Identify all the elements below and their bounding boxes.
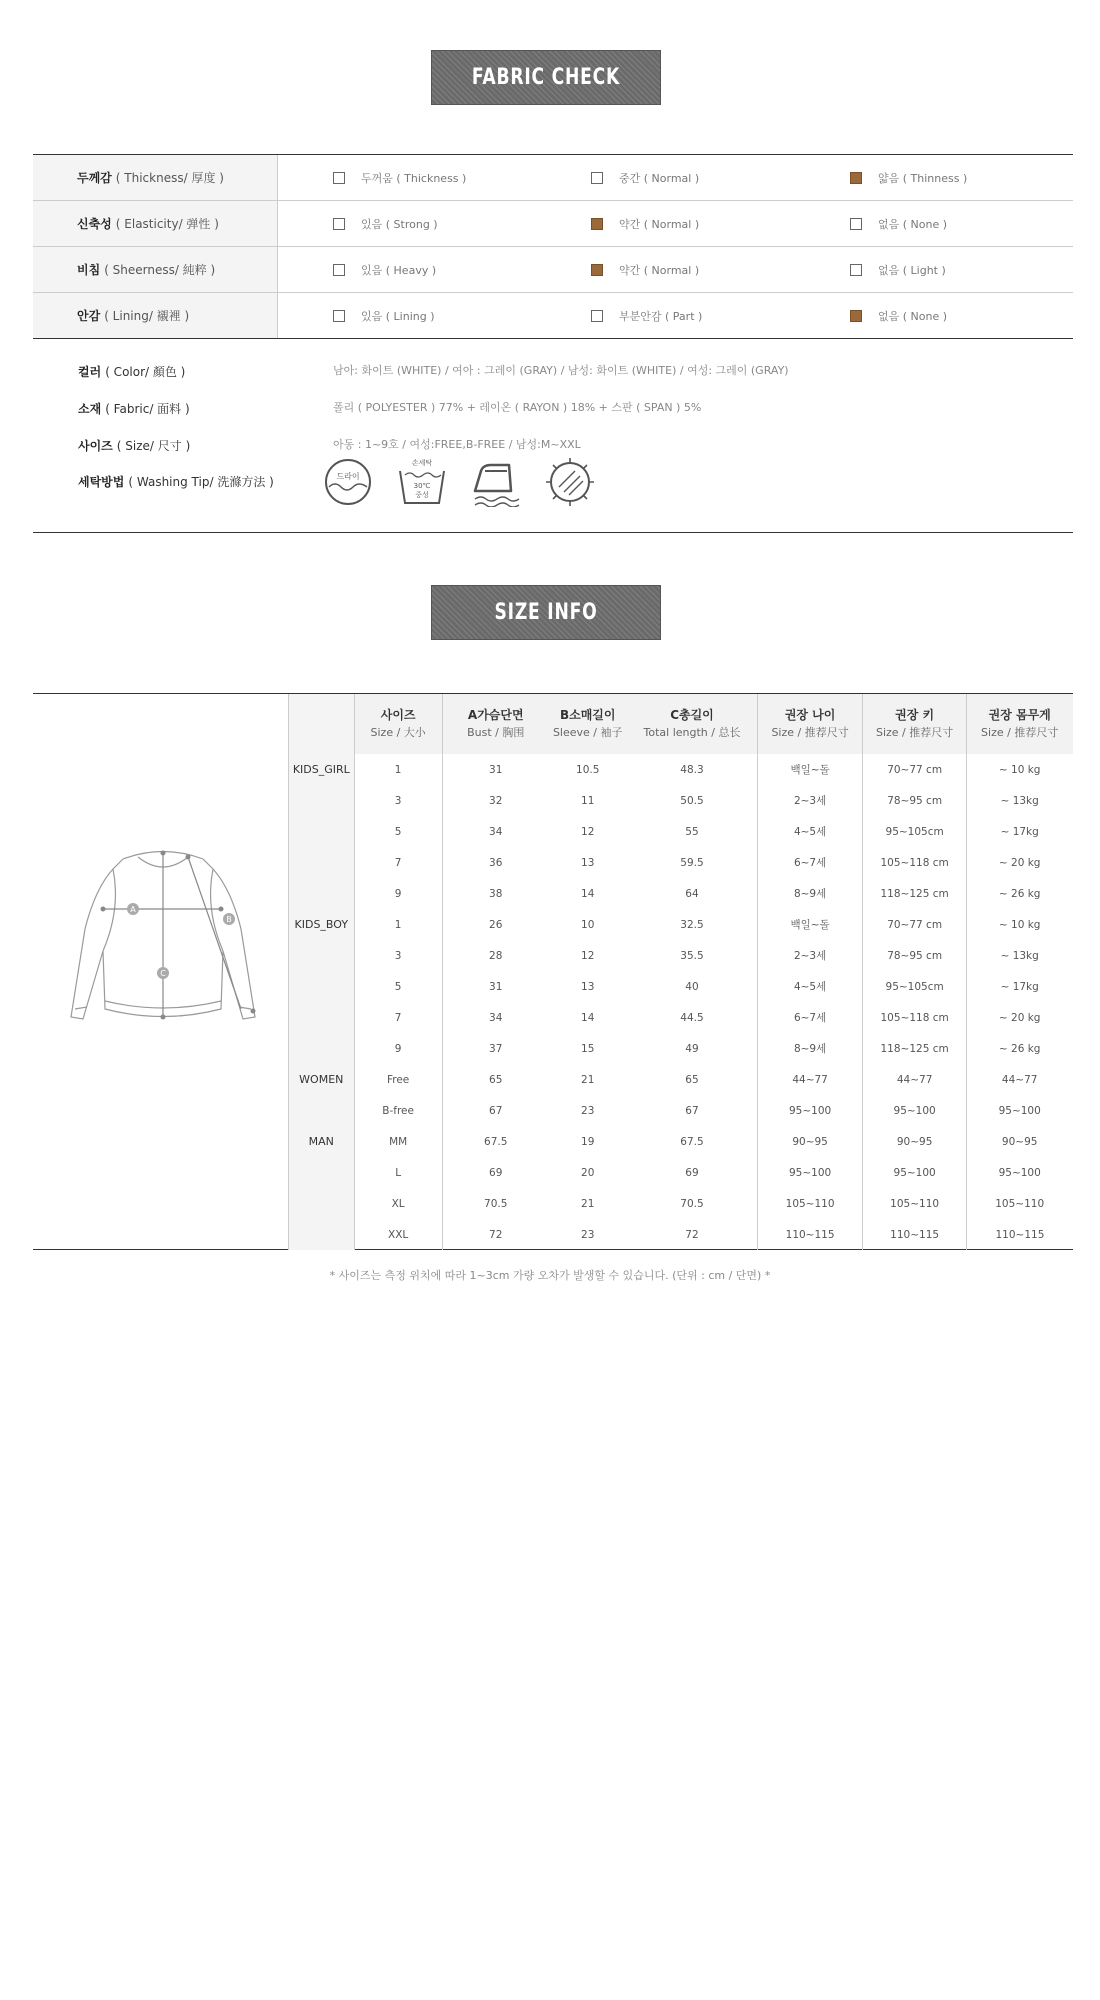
- size-cell: 21: [581, 1197, 595, 1210]
- size-info-banner: [431, 585, 661, 640]
- size-cell: 44~77: [758, 1064, 863, 1095]
- size-cell: ~ 20 kg: [998, 856, 1041, 869]
- fabric-row-label: [33, 247, 278, 292]
- size-header-en: Sleeve / 袖子: [552, 726, 623, 739]
- size-header-en: Total length / 总长: [643, 726, 741, 739]
- size-cell: 90~95: [862, 1126, 967, 1157]
- size-cell: 49: [627, 1033, 758, 1064]
- fabric-row: [33, 247, 1073, 293]
- fabric-row-label-sub: ( Sheerness/ 純粹 ): [104, 263, 216, 277]
- size-cell: ~ 13kg: [1000, 949, 1039, 962]
- size-cell: 70.5: [627, 1188, 758, 1219]
- fabric-option: [333, 247, 436, 293]
- fabric-option: [850, 293, 947, 339]
- size-cell: 105~118 cm: [862, 1002, 967, 1033]
- size-value: 아동 : 1~9호 / 여성:FREE,B-FREE / 남성:M~XXL: [333, 438, 581, 451]
- size-cell: 65: [489, 1073, 503, 1086]
- fabric-row-label-ko: 안감: [77, 309, 101, 323]
- size-header-ko: C총길이: [670, 708, 714, 722]
- size-cell: 105~110: [995, 1197, 1045, 1210]
- fabric-row-label-sub: ( Elasticity/ 弹性 ): [115, 217, 219, 231]
- fabric-value: 폴리 ( POLYESTER ) 77% + 레이온 ( RAYON ) 18% + 스판 ( SPAN ) 5%: [333, 401, 702, 414]
- table-row: [289, 1033, 1073, 1064]
- size-header-ko: 사이즈: [380, 708, 416, 722]
- size-cell: 3: [354, 785, 442, 816]
- size-cell: 95~100: [862, 1157, 967, 1188]
- size-cell: 34: [489, 1011, 503, 1024]
- marker-b-label: B: [226, 915, 232, 924]
- size-cell: 11: [581, 794, 595, 807]
- iron-low-icon: [471, 457, 521, 507]
- size-cell: 65: [627, 1064, 758, 1095]
- size-header-cell: [354, 694, 442, 754]
- fabric-option-label: 있음 ( Heavy ): [361, 264, 437, 277]
- fabric-option: [333, 155, 466, 201]
- size-cell: 5: [354, 971, 442, 1002]
- size-cell: 14: [581, 1011, 595, 1024]
- size-cell: 95~100: [758, 1157, 863, 1188]
- size-table-header: [289, 694, 1073, 754]
- size-cell: XL: [354, 1188, 442, 1219]
- fabric-row: [33, 293, 1073, 339]
- fabric-option-label: 없음 ( None ): [878, 310, 948, 323]
- size-cell: 31: [489, 763, 503, 776]
- size-cell: 1: [354, 754, 442, 785]
- size-group-cell: MAN: [289, 1126, 355, 1157]
- fabric-row-label: [33, 201, 278, 246]
- fabric-option-label: 약간 ( Normal ): [619, 218, 700, 231]
- size-group-cell: [289, 816, 355, 847]
- fabric-option-label: 부분안감 ( Part ): [619, 310, 703, 323]
- table-row: [289, 940, 1073, 971]
- size-cell: 95~105cm: [862, 971, 967, 1002]
- size-cell: 백일~돌: [758, 754, 863, 785]
- size-cell: 10: [581, 918, 595, 931]
- size-cell: 4~5세: [758, 816, 863, 847]
- size-header-en: Size / 大小: [370, 726, 426, 739]
- fabric-check-title: FABRIC CHECK: [471, 65, 621, 90]
- size-note: * 사이즈는 측정 위치에 따라 1~3cm 가량 오차가 발생할 수 있습니다. (단위 : cm / 단면) *: [329, 1269, 771, 1282]
- size-cell: 8~9세: [758, 878, 863, 909]
- table-row: [289, 1219, 1073, 1250]
- fabric-row: [33, 155, 1073, 201]
- size-cell: 2~3세: [758, 940, 863, 971]
- size-cell: 19: [581, 1135, 595, 1148]
- size-group-cell: WOMEN: [289, 1064, 355, 1095]
- size-cell: 95~100: [998, 1104, 1041, 1117]
- fabric-row-label-ko: 신축성: [77, 217, 112, 231]
- size-group-cell: KIDS_BOY: [289, 909, 355, 940]
- size-cell: 1: [354, 909, 442, 940]
- size-cell: 5: [354, 816, 442, 847]
- size-cell: ~ 17kg: [1000, 825, 1039, 838]
- fabric-option: [850, 155, 967, 201]
- checkbox-icon: [850, 172, 862, 184]
- size-group-cell: [289, 1188, 355, 1219]
- size-cell: 67: [627, 1095, 758, 1126]
- table-row: [289, 909, 1073, 940]
- fabric-option: [850, 247, 946, 293]
- size-cell: 14: [581, 887, 595, 900]
- size-cell: 34: [489, 825, 503, 838]
- checkbox-icon: [591, 310, 603, 322]
- size-cell: 110~115: [862, 1219, 967, 1250]
- size-group-cell: [289, 971, 355, 1002]
- size-cell: 95~105cm: [862, 816, 967, 847]
- size-table: [288, 694, 1073, 1250]
- size-cell: 9: [354, 1033, 442, 1064]
- fabric-option-label: 얇음 ( Thinness ): [878, 172, 968, 185]
- size-header-ko: 권장 몸무게: [988, 708, 1051, 722]
- fabric-option: [850, 201, 947, 247]
- garment-sketch: [63, 839, 263, 1039]
- size-cell: ~ 26 kg: [998, 887, 1041, 900]
- size-cell: 2~3세: [758, 785, 863, 816]
- size-group-cell: KIDS_GIRL: [289, 754, 355, 785]
- size-header-cell: [549, 694, 627, 754]
- size-cell: 28: [489, 949, 503, 962]
- size-info-title: SIZE INFO: [494, 600, 598, 625]
- checkbox-icon: [333, 310, 345, 322]
- size-cell: 7: [354, 1002, 442, 1033]
- fabric-option: [333, 201, 438, 247]
- size-cell: 37: [489, 1042, 503, 1055]
- size-group-cell: [289, 1157, 355, 1188]
- table-row: [289, 1095, 1073, 1126]
- fabric-option-label: 중간 ( Normal ): [619, 172, 700, 185]
- marker-a-label: A: [130, 905, 136, 914]
- size-cell: 32.5: [627, 909, 758, 940]
- size-cell: 20: [581, 1166, 595, 1179]
- size-cell: 90~95: [758, 1126, 863, 1157]
- size-cell: 26: [489, 918, 503, 931]
- size-cell: 95~100: [862, 1095, 967, 1126]
- size-cell: MM: [354, 1126, 442, 1157]
- size-cell: L: [354, 1157, 442, 1188]
- size-cell: 55: [627, 816, 758, 847]
- size-info-section: [33, 693, 1073, 1250]
- size-cell: XXL: [354, 1219, 442, 1250]
- size-cell: 105~110: [862, 1188, 967, 1219]
- size-header-cell: [289, 694, 355, 754]
- table-row: [289, 1157, 1073, 1188]
- size-cell: 6~7세: [758, 1002, 863, 1033]
- size-cell: 70~77 cm: [862, 909, 967, 940]
- neutral-detergent-text: 중성: [415, 491, 429, 499]
- hand-wash-icon: [397, 457, 447, 507]
- size-cell: 50.5: [627, 785, 758, 816]
- size-header-ko: B소매길이: [559, 708, 616, 722]
- no-bleach-icon: [545, 457, 595, 507]
- size-header-cell: [862, 694, 967, 754]
- size-cell: 44.5: [627, 1002, 758, 1033]
- marker-c-label: C: [160, 969, 166, 978]
- fabric-row: [33, 201, 1073, 247]
- color-label: 컬러 ( Color/ 顏色 ): [78, 365, 186, 379]
- size-cell: ~ 26 kg: [998, 1042, 1041, 1055]
- size-cell: 9: [354, 878, 442, 909]
- size-cell: 13: [581, 856, 595, 869]
- fabric-option: [333, 293, 435, 339]
- fabric-check-table: [33, 154, 1073, 339]
- size-label: 사이즈 ( Size/ 尺寸 ): [78, 439, 191, 453]
- size-header-cell: [442, 694, 549, 754]
- size-cell: 90~95: [1001, 1135, 1038, 1148]
- fabric-row-label-sub: ( Lining/ 襯裡 ): [104, 309, 190, 323]
- size-cell: 12: [581, 949, 595, 962]
- table-row: [289, 1064, 1073, 1095]
- size-cell: 10.5: [576, 763, 600, 776]
- checkbox-icon: [850, 218, 862, 230]
- size-cell: 64: [627, 878, 758, 909]
- size-group-cell: [289, 940, 355, 971]
- size-cell: 12: [581, 825, 595, 838]
- size-cell: 69: [489, 1166, 503, 1179]
- fabric-option: [591, 201, 699, 247]
- size-cell: 백일~돌: [758, 909, 863, 940]
- size-cell: 78~95 cm: [862, 785, 967, 816]
- size-cell: ~ 10 kg: [998, 918, 1041, 931]
- table-row: [289, 1126, 1073, 1157]
- product-info-block: [33, 345, 1073, 533]
- size-group-cell: [289, 1033, 355, 1064]
- size-group-cell: [289, 1002, 355, 1033]
- size-group-cell: [289, 1095, 355, 1126]
- size-header-cell: [758, 694, 863, 754]
- fabric-option-label: 약간 ( Normal ): [619, 264, 700, 277]
- fabric-option: [591, 293, 702, 339]
- size-cell: 31: [489, 980, 503, 993]
- size-cell: 8~9세: [758, 1033, 863, 1064]
- washing-label: 세탁방법 ( Washing Tip/ 洗滌方法 ): [78, 475, 274, 489]
- fabric-option-label: 있음 ( Strong ): [361, 218, 438, 231]
- size-cell: 36: [489, 856, 503, 869]
- size-cell: 6~7세: [758, 847, 863, 878]
- color-value: 남아: 화이트 (WHITE) / 여아 : 그레이 (GRAY) / 남성: 화이트 (WHITE) / 여성: 그레이 (GRAY): [333, 364, 789, 377]
- size-cell: 67: [489, 1104, 503, 1117]
- size-cell: 59.5: [627, 847, 758, 878]
- size-cell: ~ 10 kg: [998, 763, 1041, 776]
- size-cell: 40: [627, 971, 758, 1002]
- size-cell: 110~115: [758, 1219, 863, 1250]
- checkbox-icon: [591, 172, 603, 184]
- dry-clean-text: 드라이: [336, 472, 360, 481]
- size-header-cell: [967, 694, 1073, 754]
- checkbox-icon: [333, 172, 345, 184]
- table-row: [289, 847, 1073, 878]
- table-row: [289, 1188, 1073, 1219]
- table-row: [289, 1002, 1073, 1033]
- fabric-option: [591, 247, 699, 293]
- size-cell: 78~95 cm: [862, 940, 967, 971]
- size-header-en: Bust / 胸围: [467, 726, 525, 739]
- size-cell: 105~110: [758, 1188, 863, 1219]
- size-cell: Free: [354, 1064, 442, 1095]
- checkbox-icon: [591, 218, 603, 230]
- fabric-row-label-ko: 비침: [77, 263, 101, 277]
- size-cell: 35.5: [627, 940, 758, 971]
- size-cell: 21: [581, 1073, 595, 1086]
- size-cell: 70~77 cm: [862, 754, 967, 785]
- table-row: [289, 971, 1073, 1002]
- checkbox-icon: [333, 264, 345, 276]
- size-cell: 67.5: [484, 1135, 508, 1148]
- fabric-option: [591, 155, 699, 201]
- size-cell: 48.3: [627, 754, 758, 785]
- fabric-check-banner: [431, 50, 661, 105]
- table-row: [289, 878, 1073, 909]
- size-cell: 23: [581, 1104, 595, 1117]
- size-cell: ~ 20 kg: [998, 1011, 1041, 1024]
- size-header-ko: 권장 키: [895, 708, 935, 722]
- size-header-en: Size / 推荐尺寸: [771, 726, 849, 739]
- size-cell: 118~125 cm: [862, 1033, 967, 1064]
- dry-clean-icon: [323, 457, 373, 507]
- checkbox-icon: [591, 264, 603, 276]
- size-group-cell: [289, 847, 355, 878]
- hand-wash-text: 손세탁: [411, 459, 433, 467]
- size-cell: 69: [627, 1157, 758, 1188]
- size-cell: 32: [489, 794, 503, 807]
- size-cell: 4~5세: [758, 971, 863, 1002]
- fabric-option-label: 없음 ( None ): [878, 218, 948, 231]
- size-cell: ~ 17kg: [1000, 980, 1039, 993]
- size-group-cell: [289, 1219, 355, 1250]
- size-cell: 70.5: [484, 1197, 508, 1210]
- size-cell: 95~100: [998, 1166, 1041, 1179]
- size-cell: 110~115: [995, 1228, 1045, 1241]
- wash-temp-text: 30℃: [413, 482, 431, 490]
- size-cell: 15: [581, 1042, 595, 1055]
- size-group-cell: [289, 785, 355, 816]
- size-cell: 23: [581, 1228, 595, 1241]
- size-header-en: Size / 推荐尺寸: [981, 726, 1059, 739]
- size-group-cell: [289, 878, 355, 909]
- fabric-row-label-ko: 두께감: [77, 171, 112, 185]
- size-header-ko: A가슴단면: [467, 708, 524, 722]
- size-cell: 44~77: [862, 1064, 967, 1095]
- table-row: [289, 816, 1073, 847]
- size-cell: 7: [354, 847, 442, 878]
- size-cell: 67.5: [627, 1126, 758, 1157]
- size-header-ko: 권장 나이: [784, 708, 836, 722]
- checkbox-icon: [850, 264, 862, 276]
- size-header-cell: [627, 694, 758, 754]
- checkbox-icon: [850, 310, 862, 322]
- table-row: [289, 754, 1073, 785]
- fabric-row-label: [33, 155, 278, 200]
- fabric-row-label: [33, 293, 278, 338]
- size-cell: 72: [627, 1219, 758, 1250]
- fabric-option-label: 있음 ( Lining ): [361, 310, 435, 323]
- checkbox-icon: [333, 218, 345, 230]
- size-header-en: Size / 推荐尺寸: [875, 726, 954, 739]
- size-cell: 105~118 cm: [862, 847, 967, 878]
- fabric-option-label: 두꺼움 ( Thickness ): [361, 172, 467, 185]
- table-row: [289, 785, 1073, 816]
- size-cell: 44~77: [1001, 1073, 1038, 1086]
- size-cell: 118~125 cm: [862, 878, 967, 909]
- size-cell: 95~100: [758, 1095, 863, 1126]
- size-cell: 38: [489, 887, 503, 900]
- size-cell: 72: [489, 1228, 503, 1241]
- fabric-label: 소재 ( Fabric/ 面料 ): [78, 402, 190, 416]
- fabric-row-label-sub: ( Thickness/ 厚度 ): [115, 171, 224, 185]
- size-cell: ~ 13kg: [1000, 794, 1039, 807]
- washing-icons: [323, 457, 595, 507]
- fabric-option-label: 없음 ( Light ): [878, 264, 946, 277]
- size-cell: 13: [581, 980, 595, 993]
- size-cell: B-free: [354, 1095, 442, 1126]
- size-cell: 3: [354, 940, 442, 971]
